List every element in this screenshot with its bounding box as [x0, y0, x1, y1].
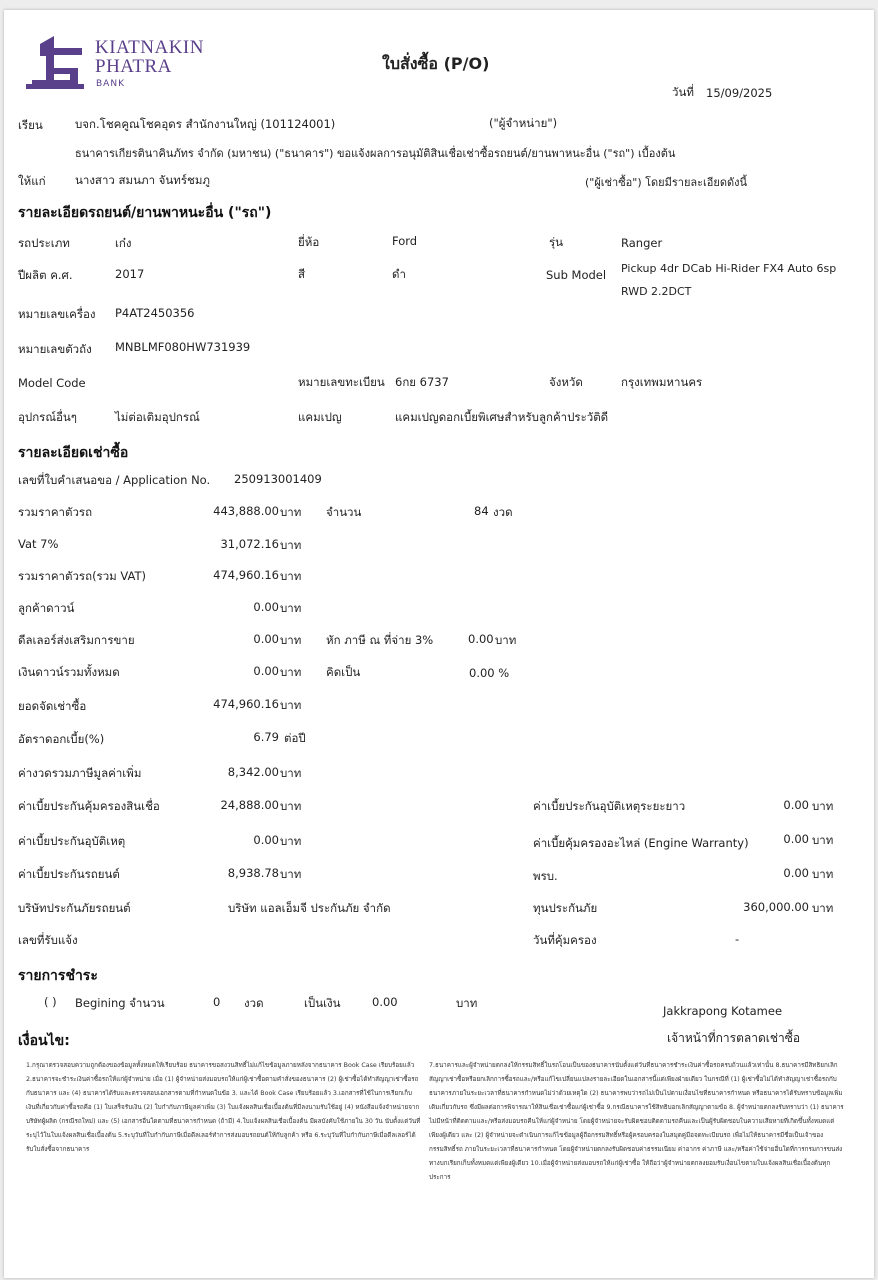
coverage-date-label: วันที่คุ้มครอง: [533, 933, 597, 947]
notify-no-label: เลขที่รับแจ้ง: [18, 933, 78, 947]
monthly-unit: บาท: [280, 766, 302, 780]
to-label: เรียน: [18, 118, 43, 132]
accessory-value: ไม่ต่อเติมอุปกรณ์: [115, 410, 200, 424]
submodel-value-line1: Pickup 4dr DCab Hi-Rider FX4 Auto 6sp: [621, 262, 837, 275]
credit-insurance-label: ค่าเบี้ยประกันคุ้มครองสินเชื่อ: [18, 799, 160, 813]
campaign-label: แคมเปญ: [298, 410, 342, 424]
down-value: 0.00: [253, 600, 279, 614]
brand-label: ยี่ห้อ: [298, 235, 320, 249]
long-accident-label: ค่าเบี้ยประกันอุบัติเหตุระยะยาว: [533, 799, 686, 813]
car-insurance-label: ค่าเบี้ยประกันรถยนต์: [18, 867, 120, 881]
installment-label: จำนวน: [326, 505, 362, 519]
compulsory-unit: บาท: [812, 867, 834, 881]
total-down-value: 0.00: [253, 664, 279, 678]
installment-unit: งวด: [493, 505, 513, 519]
payment-section-title: รายการชำระ: [18, 968, 98, 984]
for-role: ("ผู้เช่าซื้อ") โดยมีรายละเอียดดังนี้: [585, 176, 748, 189]
wht-value: 0.00: [468, 632, 494, 646]
down-label: ลูกค้าดาวน์: [18, 601, 75, 615]
vat-unit: บาท: [280, 538, 302, 552]
sum-insured-value: 360,000.00: [743, 900, 809, 914]
total-vat-value: 474,960.16: [213, 568, 279, 582]
finance-amount-value: 474,960.16: [213, 697, 279, 711]
province-value: กรุงเทพมหานคร: [621, 375, 703, 389]
car-insurance-unit: บาท: [280, 867, 302, 881]
car-insurance-value: 8,938.78: [227, 866, 279, 880]
bank-logo-icon: [26, 34, 88, 92]
down-unit: บาท: [280, 601, 302, 615]
color-label: สี: [298, 267, 306, 281]
chassis-no-value: MNBLMF080HW731939: [115, 340, 251, 354]
date-value: 15/09/2025: [706, 86, 773, 100]
model-code-label: Model Code: [18, 376, 86, 390]
sum-insured-label: ทุนประกันภัย: [533, 901, 598, 915]
monthly-value: 8,342.00: [227, 765, 279, 779]
conditions-right-column: 7.ธนาคารและผู้จำหน่ายตกลงให้กรรมสิทธิ์ในรถโอนเป็นของธนาคารนับตั้งแต่วันที่ธนาคารชำระเงินค่าซื้อรถครบถ้วนแล้วเท่านั้น 8.ธนาคารมีสิทธิยกเลิกสัญญาเช่าซื้อหรือยกเลิกการซื้อรถและ/หรือแก้ไขเปลี่ยนแปลงรายละเอียดในเอกสารนี้แต่เพียงฝ่ายเดียว ในกรณีที่ (1) ผู้เช่าซื้อไม่ได้ทำสัญญาเช่าซื้อรถกับธนาคารภายในระยะเวลาที่ธนาคารกำหนดไม่ว่าด้วยเหตุใด (2) ธนาคารพบว่ารถไม่เป็นไปตามเงื่อนไขที่ธนาคารกำหนด หรือธนาคารได้รับทราบข้อมูลเพิ่มเติมเกี่ยวกับรถ ซึ่งมีผลต่อการพิจารณาให้สินเชื่อเช่าซื้อแก่ผู้เช่าซื้อ 9.กรณีธนาคารใช้สิทธิบอกเลิกสัญญาตามข้อ 8. ผู้จำหน่ายตกลงรับทราบว่า (1) ธนาคารไม่มีหน้าที่ติดตามและ/หรือส่งมอบรถคืนให้แก่ผู้จำหน่าย โดยผู้จำหน่ายจะรับผิดชอบติดตามรถคืนและเป็นผู้รับผิดชอบในความเสียหายที่เกิดขึ้นทั้งหมดแต่เพียงผู้เดียว และ (2) ผู้จำหน่ายจะดำเนินการแก้ไขข้อมูลผู้ถือกรรมสิทธิ์หรือผู้ครอบครองในสมุดคู่มือจดทะเบียนรถ เพื่อไม่ให้ธนาคารมีชื่อเป็นเจ้าของกรรมสิทธิ์รถ ภายในระยะเวลาที่ธนาคารกำหนด โดยผู้จำหน่ายตกลงรับผิดชอบค่าธรรมเนียม ค่าอากร ค่าภาษี และ/หรือค่าใช้จ่ายอื่นใดที่การกรมการขนส่งทางบกเรียกเก็บทั้งหมดแต่เพียงผู้เดียว 10.เมื่อผู้จำหน่ายส่งมอบรถให้แก่ผู้เช่าซื้อ ให้ถือว่าผู้จำหน่ายตกลงยอมรับเงื่อนไขตามใบแจ้งผลสินเชื่อเบื้องต้นทุกประการ: [429, 1062, 844, 1181]
conditions-left-column: 1.กรุณาตรวจสอบความถูกต้องของข้อมูลทั้งหมดให้เรียบร้อย ธนาคารขอสงวนสิทธิ์ไม่แก้ไขข้อมูลภายหลังจากธนาคาร Book Case เรียบร้อยแล้ว 2.ธนาคารจะชำระเงินค่าซื้อรถให้แก่ผู้จำหน่าย เมื่อ (1) ผู้จำหน่ายส่งมอบรถให้แก่ผู้เช่าซื้อตามคำสั่งของธนาคาร (2) ผู้เช่าซื้อได้ทำสัญญาเช่าซื้อรถกับธนาคาร และ (4) ธนาคารได้รับและตรวจสอบเอกสารตามที่กำหนดในข้อ 3. และได้ Book Case เรียบร้อยแล้ว 3.เอกสารที่ใช้ในการเรียกเก็บเงินที่เกี่ยวกับค่าซื้อรถคือ (1) ใบเสร็จรับเงิน (2) ใบกำกับภาษีมูลค่าเพิ่ม (3) ใบแจ้งผลสินเชื่อเบื้องต้นที่มีลงนามรับใช้อยู่ (4) หนังสือแจ้งจำหน่ายจากบริษัทผู้ผลิต (กรณีรถใหม่) และ (5) เอกสารอื่นใดตามที่ธนาคารกำหนด (ถ้ามี) 4.ใบแจ้งผลสินเชื่อเบื้องต้น มีผลบังคับใช้ภายใน 30 วัน นับตั้งแต่วันที่ระบุไว้ในใบแจ้งผลสินเชื่อเบื้องต้น 5.ระบุวันที่ใบกำกับภาษีเมื่อดีลเลอร์ทำการส่งมอบรถยนต์ให้กับลูกค้า หรือ 6.ระบุวันที่ใบกำกับภาษีเมื่อดีลเลอร์ได้รับใบสั่งซื้อจากธนาคาร: [26, 1062, 421, 1153]
price-label: รวมราคาตัวรถ: [18, 505, 93, 519]
total-vat-label: รวมราคาตัวรถ(รวม VAT): [18, 569, 147, 583]
for-value: นางสาว สมนภา จันทร์ชมภู: [75, 173, 211, 187]
engine-warranty-label: ค่าเบี้ยคุ้มครองอะไหล่ (Engine Warranty): [533, 836, 749, 850]
plate-label: หมายเลขทะเบียน: [298, 375, 385, 389]
lease-section-title: รายละเอียดเช่าซื้อ: [18, 445, 129, 461]
insurer-label: บริษัทประกันภัยรถยนต์: [18, 901, 131, 915]
begin-count: 0: [213, 995, 221, 1009]
chassis-no-label: หมายเลขตัวถัง: [18, 342, 92, 356]
vehicle-type-value: เก๋ง: [115, 236, 132, 250]
model-label: รุ่น: [549, 235, 564, 249]
brand-value: Ford: [392, 234, 418, 248]
credit-insurance-unit: บาท: [280, 799, 302, 813]
coverage-date-value: -: [735, 932, 740, 946]
total-down-label: เงินดาวน์รวมทั้งหมด: [18, 665, 120, 679]
credit-insurance-value: 24,888.00: [220, 798, 279, 812]
finance-amount-unit: บาท: [280, 698, 302, 712]
accident-insurance-label: ค่าเบี้ยประกันอุบัติเหตุ: [18, 834, 126, 848]
payment-checkbox: ( ): [44, 995, 57, 1009]
app-no-value: 250913001409: [234, 472, 322, 486]
engine-no-value: P4AT2450356: [115, 306, 195, 320]
finance-amount-label: ยอดจัดเช่าซื้อ: [18, 699, 87, 713]
signature-title: เจ้าหน้าที่การตลาดเช่าซื้อ: [667, 1031, 801, 1045]
wht-unit: บาท: [495, 633, 517, 647]
long-accident-value: 0.00: [783, 798, 809, 812]
sum-insured-unit: บาท: [812, 901, 834, 915]
to-value: บจก.โชคคูณโชคอุดร สำนักงานใหญ่ (101124001): [75, 117, 336, 131]
monthly-label: ค่างวดรวมภาษีมูลค่าเพิ่ม: [18, 766, 142, 780]
dealer-value: 0.00: [253, 632, 279, 646]
vehicle-section-title: รายละเอียดรถยนต์/ยานพาหนะอื่น ("รถ"): [18, 205, 272, 221]
color-value: ดำ: [392, 267, 406, 281]
signature-name: Jakkrapong Kotamee: [663, 1004, 783, 1018]
dealer-label: ดีลเลอร์ส่งเสริมการขาย: [18, 633, 135, 647]
amount-unit: บาท: [456, 996, 478, 1010]
dealer-unit: บาท: [280, 633, 302, 647]
total-vat-unit: บาท: [280, 569, 302, 583]
notice-text: ธนาคารเกียรตินาคินภัทร จำกัด (มหาชน) ("ธนาคาร") ขอแจ้งผลการอนุมัติสินเชื่อเช่าซื้อรถยนต์/ยานพาหนะอื่น ("รถ") เบื้องต้น: [75, 147, 676, 160]
engine-warranty-unit: บาท: [812, 833, 834, 847]
accident-insurance-unit: บาท: [280, 834, 302, 848]
percent-label: คิดเป็น: [326, 665, 361, 679]
begin-label: Begining จำนวน: [75, 996, 165, 1010]
year-label: ปีผลิต ค.ศ.: [18, 268, 73, 282]
logo-line1: KIATNAKIN: [95, 37, 204, 58]
interest-rate-value: 6.79: [253, 730, 279, 744]
accessory-label: อุปกรณ์อื่นๆ: [18, 410, 77, 424]
model-value: Ranger: [621, 236, 663, 250]
total-down-unit: บาท: [280, 665, 302, 679]
amount-value: 0.00: [372, 995, 398, 1009]
campaign-value: แคมเปญดอกเบี้ยพิเศษสำหรับลูกค้าประวัติดี: [395, 410, 609, 424]
for-label: ให้แก่: [18, 174, 46, 188]
compulsory-label: พรบ.: [533, 869, 558, 883]
to-role: ("ผู้จำหน่าย"): [489, 116, 558, 130]
compulsory-value: 0.00: [783, 866, 809, 880]
purchase-order-document: [4, 10, 874, 1278]
province-label: จังหวัด: [549, 375, 583, 389]
page-title: ใบสั่งซื้อ (P/O): [382, 54, 490, 73]
year-value: 2017: [115, 267, 145, 281]
long-accident-unit: บาท: [812, 799, 834, 813]
interest-rate-unit: ต่อปี: [284, 731, 306, 745]
wht-label: หัก ภาษี ณ ที่จ่าย 3%: [326, 633, 434, 647]
amount-label: เป็นเงิน: [304, 996, 341, 1010]
price-unit: บาท: [280, 505, 302, 519]
submodel-label: Sub Model: [546, 268, 607, 282]
date-label: วันที่: [672, 85, 694, 99]
insurer-value: บริษัท แอลเอ็มจี ประกันภัย จำกัด: [228, 901, 391, 915]
vehicle-type-label: รถประเภท: [18, 236, 70, 250]
installment-value: 84: [474, 504, 489, 518]
begin-unit: งวด: [244, 996, 264, 1010]
bank-logo: [26, 34, 88, 96]
vat-label: Vat 7%: [18, 537, 59, 551]
engine-no-label: หมายเลขเครื่อง: [18, 307, 96, 321]
engine-warranty-value: 0.00: [783, 832, 809, 846]
interest-rate-label: อัตราดอกเบี้ย(%): [18, 732, 105, 746]
plate-value: 6กย 6737: [395, 375, 449, 389]
vat-value: 31,072.16: [220, 537, 279, 551]
percent-value: 0.00 %: [469, 666, 510, 680]
conditions-title: เงื่อนไข:: [18, 1033, 70, 1049]
app-no-label: เลขที่ใบคำเสนอขอ / Application No.: [18, 473, 211, 487]
logo-line2: PHATRA: [95, 56, 172, 77]
price-value: 443,888.00: [213, 504, 279, 518]
logo-line3: BANK: [96, 79, 125, 89]
submodel-value-line2: RWD 2.2DCT: [621, 285, 692, 298]
accident-insurance-value: 0.00: [253, 833, 279, 847]
